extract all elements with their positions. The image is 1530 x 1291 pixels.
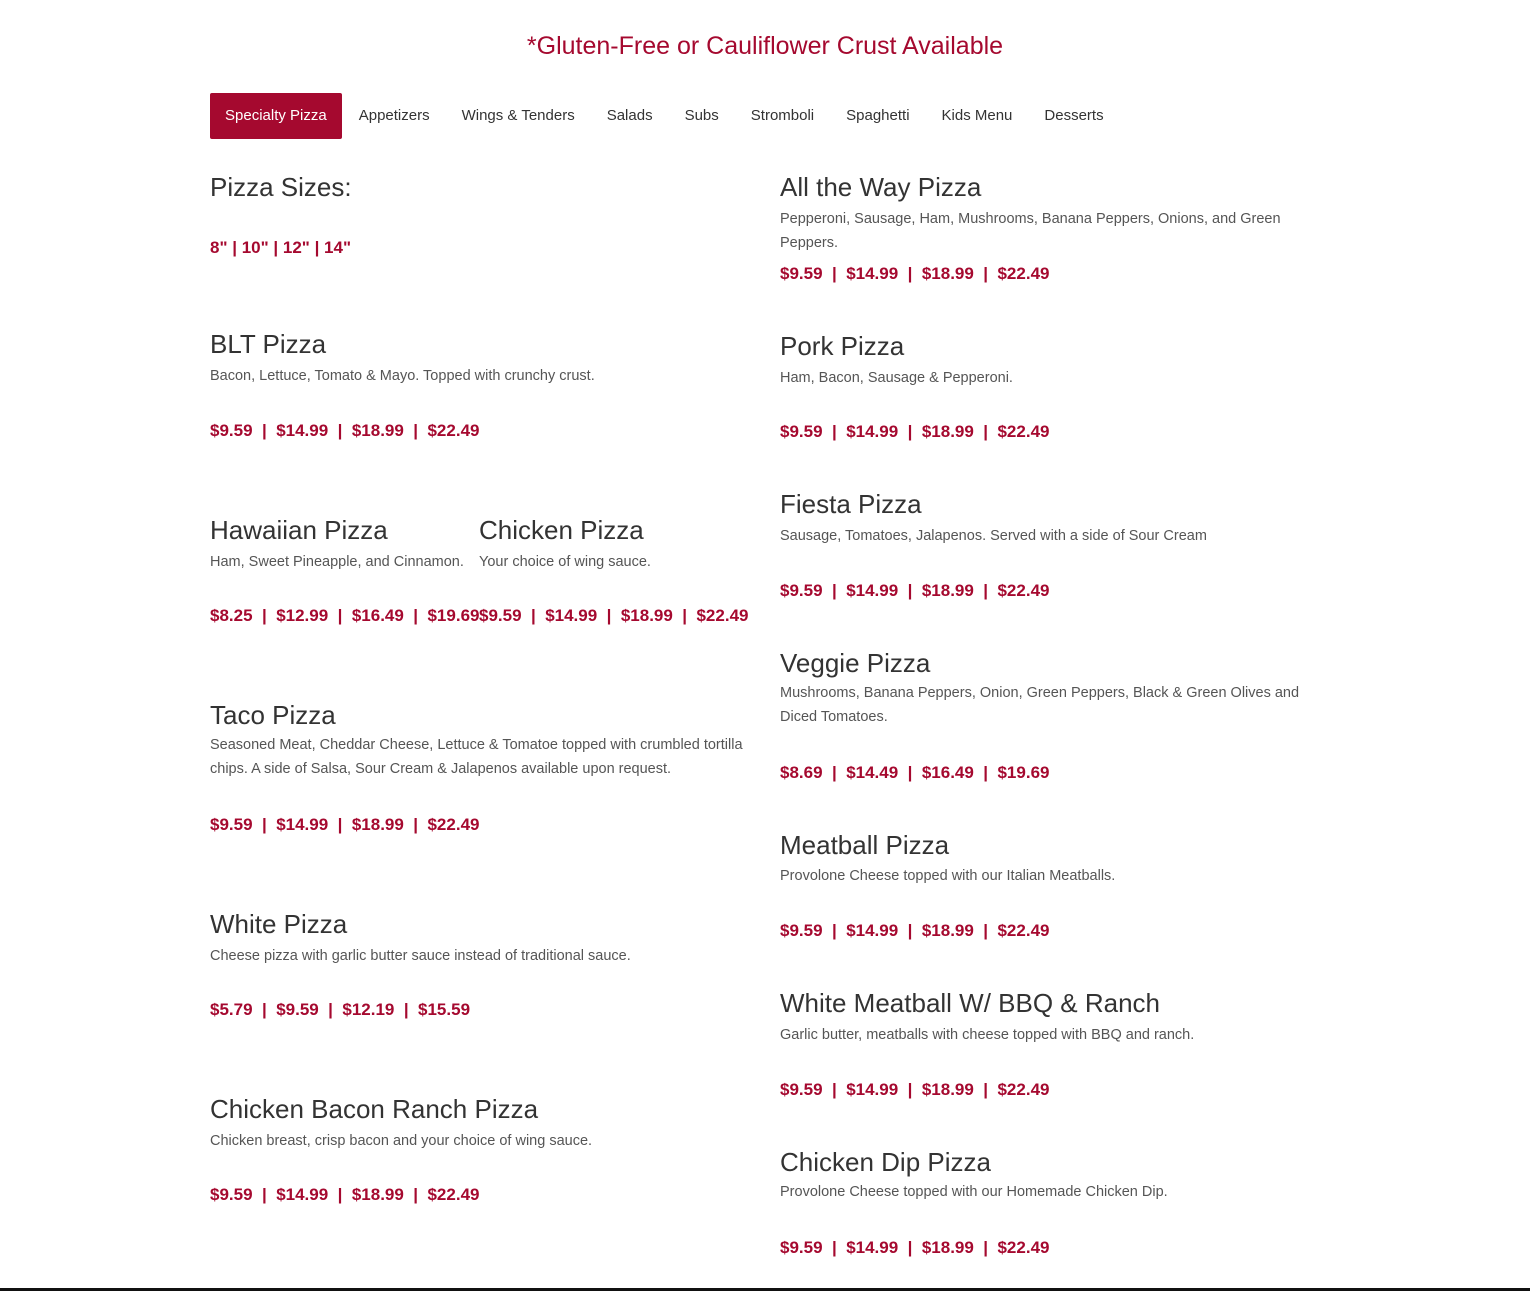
tab-subs[interactable]: Subs xyxy=(684,107,719,124)
menu-item-fiesta-pizza xyxy=(780,488,1325,608)
menu-item-title: All the Way Pizza xyxy=(780,172,982,202)
menu-item-price: $9.59 | $14.99 | $18.99 | $22.49 xyxy=(210,1185,480,1204)
menu-item-title: Pizza Sizes: xyxy=(210,172,352,202)
menu-item-title: White Meatball W/ BBQ & Ranch xyxy=(780,988,1161,1018)
menu-item-description: Ham, Bacon, Sausage & Pepperoni. xyxy=(780,370,1013,386)
menu-item-chicken-pizza xyxy=(479,514,750,634)
tab-salads[interactable]: Salads xyxy=(606,107,653,124)
menu-item-veggie-pizza xyxy=(780,647,1325,787)
menu-category-tabs xyxy=(210,93,1121,139)
menu-item-pizza-sizes xyxy=(210,171,750,271)
menu-item-title: Chicken Bacon Ranch Pizza xyxy=(210,1094,539,1124)
menu-item-description: Pepperoni, Sausage, Ham, Mushrooms, Banana Peppers, Onions, and Green Peppers. xyxy=(780,211,1281,251)
menu-item-title: White Pizza xyxy=(210,909,348,939)
menu-item-description: Provolone Cheese topped with our Homemade Chicken Dip. xyxy=(780,1184,1168,1200)
menu-item-price: $9.59 | $14.99 | $18.99 | $22.49 xyxy=(780,581,1050,600)
menu-item-chicken-bacon-ranch-pizza xyxy=(210,1093,750,1213)
menu-item-description: Garlic butter, meatballs with cheese topped with BBQ and ranch. xyxy=(780,1027,1195,1043)
tab-desserts[interactable]: Desserts xyxy=(1044,107,1104,124)
menu-item-white-pizza xyxy=(210,908,750,1028)
menu-item-price: $8.69 | $14.49 | $16.49 | $19.69 xyxy=(780,763,1050,782)
menu-item-price: $8.25 | $12.99 | $16.49 | $19.69 xyxy=(210,606,480,625)
menu-item-title: Chicken Dip Pizza xyxy=(780,1147,991,1177)
tab-spaghetti[interactable]: Spaghetti xyxy=(846,107,910,124)
menu-item-pork-pizza xyxy=(780,330,1325,450)
menu-item-description: Mushrooms, Banana Peppers, Onion, Green Peppers, Black & Green Olives and Diced Tomatoes. xyxy=(780,685,1300,725)
menu-item-description: Cheese pizza with garlic butter sauce instead of traditional sauce. xyxy=(210,948,631,964)
tab-stromboli[interactable]: Stromboli xyxy=(750,107,815,124)
menu-item-title: Taco Pizza xyxy=(210,700,336,730)
menu-item-title: Chicken Pizza xyxy=(479,515,644,545)
crust-notice: *Gluten-Free or Cauliflower Crust Available xyxy=(526,32,1004,60)
menu-item-price: $9.59 | $14.99 | $18.99 | $22.49 xyxy=(780,422,1050,441)
tab-appetizers[interactable]: Appetizers xyxy=(358,107,430,124)
menu-item-hawaiian-pizza xyxy=(210,514,478,634)
menu-item-all-the-way-pizza xyxy=(780,171,1325,291)
menu-item-description: Sausage, Tomatoes, Jalapenos. Served with a side of Sour Cream xyxy=(780,528,1207,544)
menu-item-white-meatball-pizza xyxy=(780,987,1325,1107)
menu-item-taco-pizza xyxy=(210,699,750,839)
menu-item-title: Hawaiian Pizza xyxy=(210,515,388,545)
menu-item-price: $9.59 | $14.99 | $18.99 | $22.49 xyxy=(479,606,749,625)
menu-item-title: Pork Pizza xyxy=(780,331,905,361)
menu-item-description: Bacon, Lettuce, Tomato & Mayo. Topped with crunchy crust. xyxy=(210,368,595,384)
menu-item-price: $5.79 | $9.59 | $12.19 | $15.59 xyxy=(210,1000,471,1019)
menu-item-title: Fiesta Pizza xyxy=(780,489,922,519)
menu-item-meatball-pizza xyxy=(780,829,1325,949)
menu-item-price: $9.59 | $14.99 | $18.99 | $22.49 xyxy=(780,264,1050,283)
menu-item-chicken-dip-pizza xyxy=(780,1146,1325,1266)
menu-item-price: $9.59 | $14.99 | $18.99 | $22.49 xyxy=(780,1238,1050,1257)
menu-item-description: Chicken breast, crisp bacon and your choice of wing sauce. xyxy=(210,1133,593,1149)
menu-item-description: Ham, Sweet Pineapple, and Cinnamon. xyxy=(210,554,464,570)
menu-item-title: Veggie Pizza xyxy=(780,648,931,678)
menu-item-price: $9.59 | $14.99 | $18.99 | $22.49 xyxy=(780,1080,1050,1099)
menu-item-price: $9.59 | $14.99 | $18.99 | $22.49 xyxy=(210,421,480,440)
menu-item-description: Provolone Cheese topped with our Italian Meatballs. xyxy=(780,868,1116,884)
tab-specialty-pizza[interactable]: Specialty Pizza xyxy=(210,93,342,139)
menu-item-blt-pizza xyxy=(210,328,750,448)
tab-kids-menu[interactable]: Kids Menu xyxy=(941,107,1013,124)
menu-item-price: $9.59 | $14.99 | $18.99 | $22.49 xyxy=(210,815,480,834)
menu-item-title: Meatball Pizza xyxy=(780,830,950,860)
menu-item-sizes: 8" | 10" | 12" | 14" xyxy=(210,238,352,257)
menu-item-title: BLT Pizza xyxy=(210,329,327,359)
tab-wings-tenders[interactable]: Wings & Tenders xyxy=(461,107,575,124)
menu-item-description: Your choice of wing sauce. xyxy=(479,554,651,570)
menu-item-description: Seasoned Meat, Cheddar Cheese, Lettuce & Tomatoe topped with crumbled tortilla chips. A side of Salsa, Sour Cream & Jalapenos available upon request. xyxy=(210,737,743,777)
menu-item-price: $9.59 | $14.99 | $18.99 | $22.49 xyxy=(780,921,1050,940)
